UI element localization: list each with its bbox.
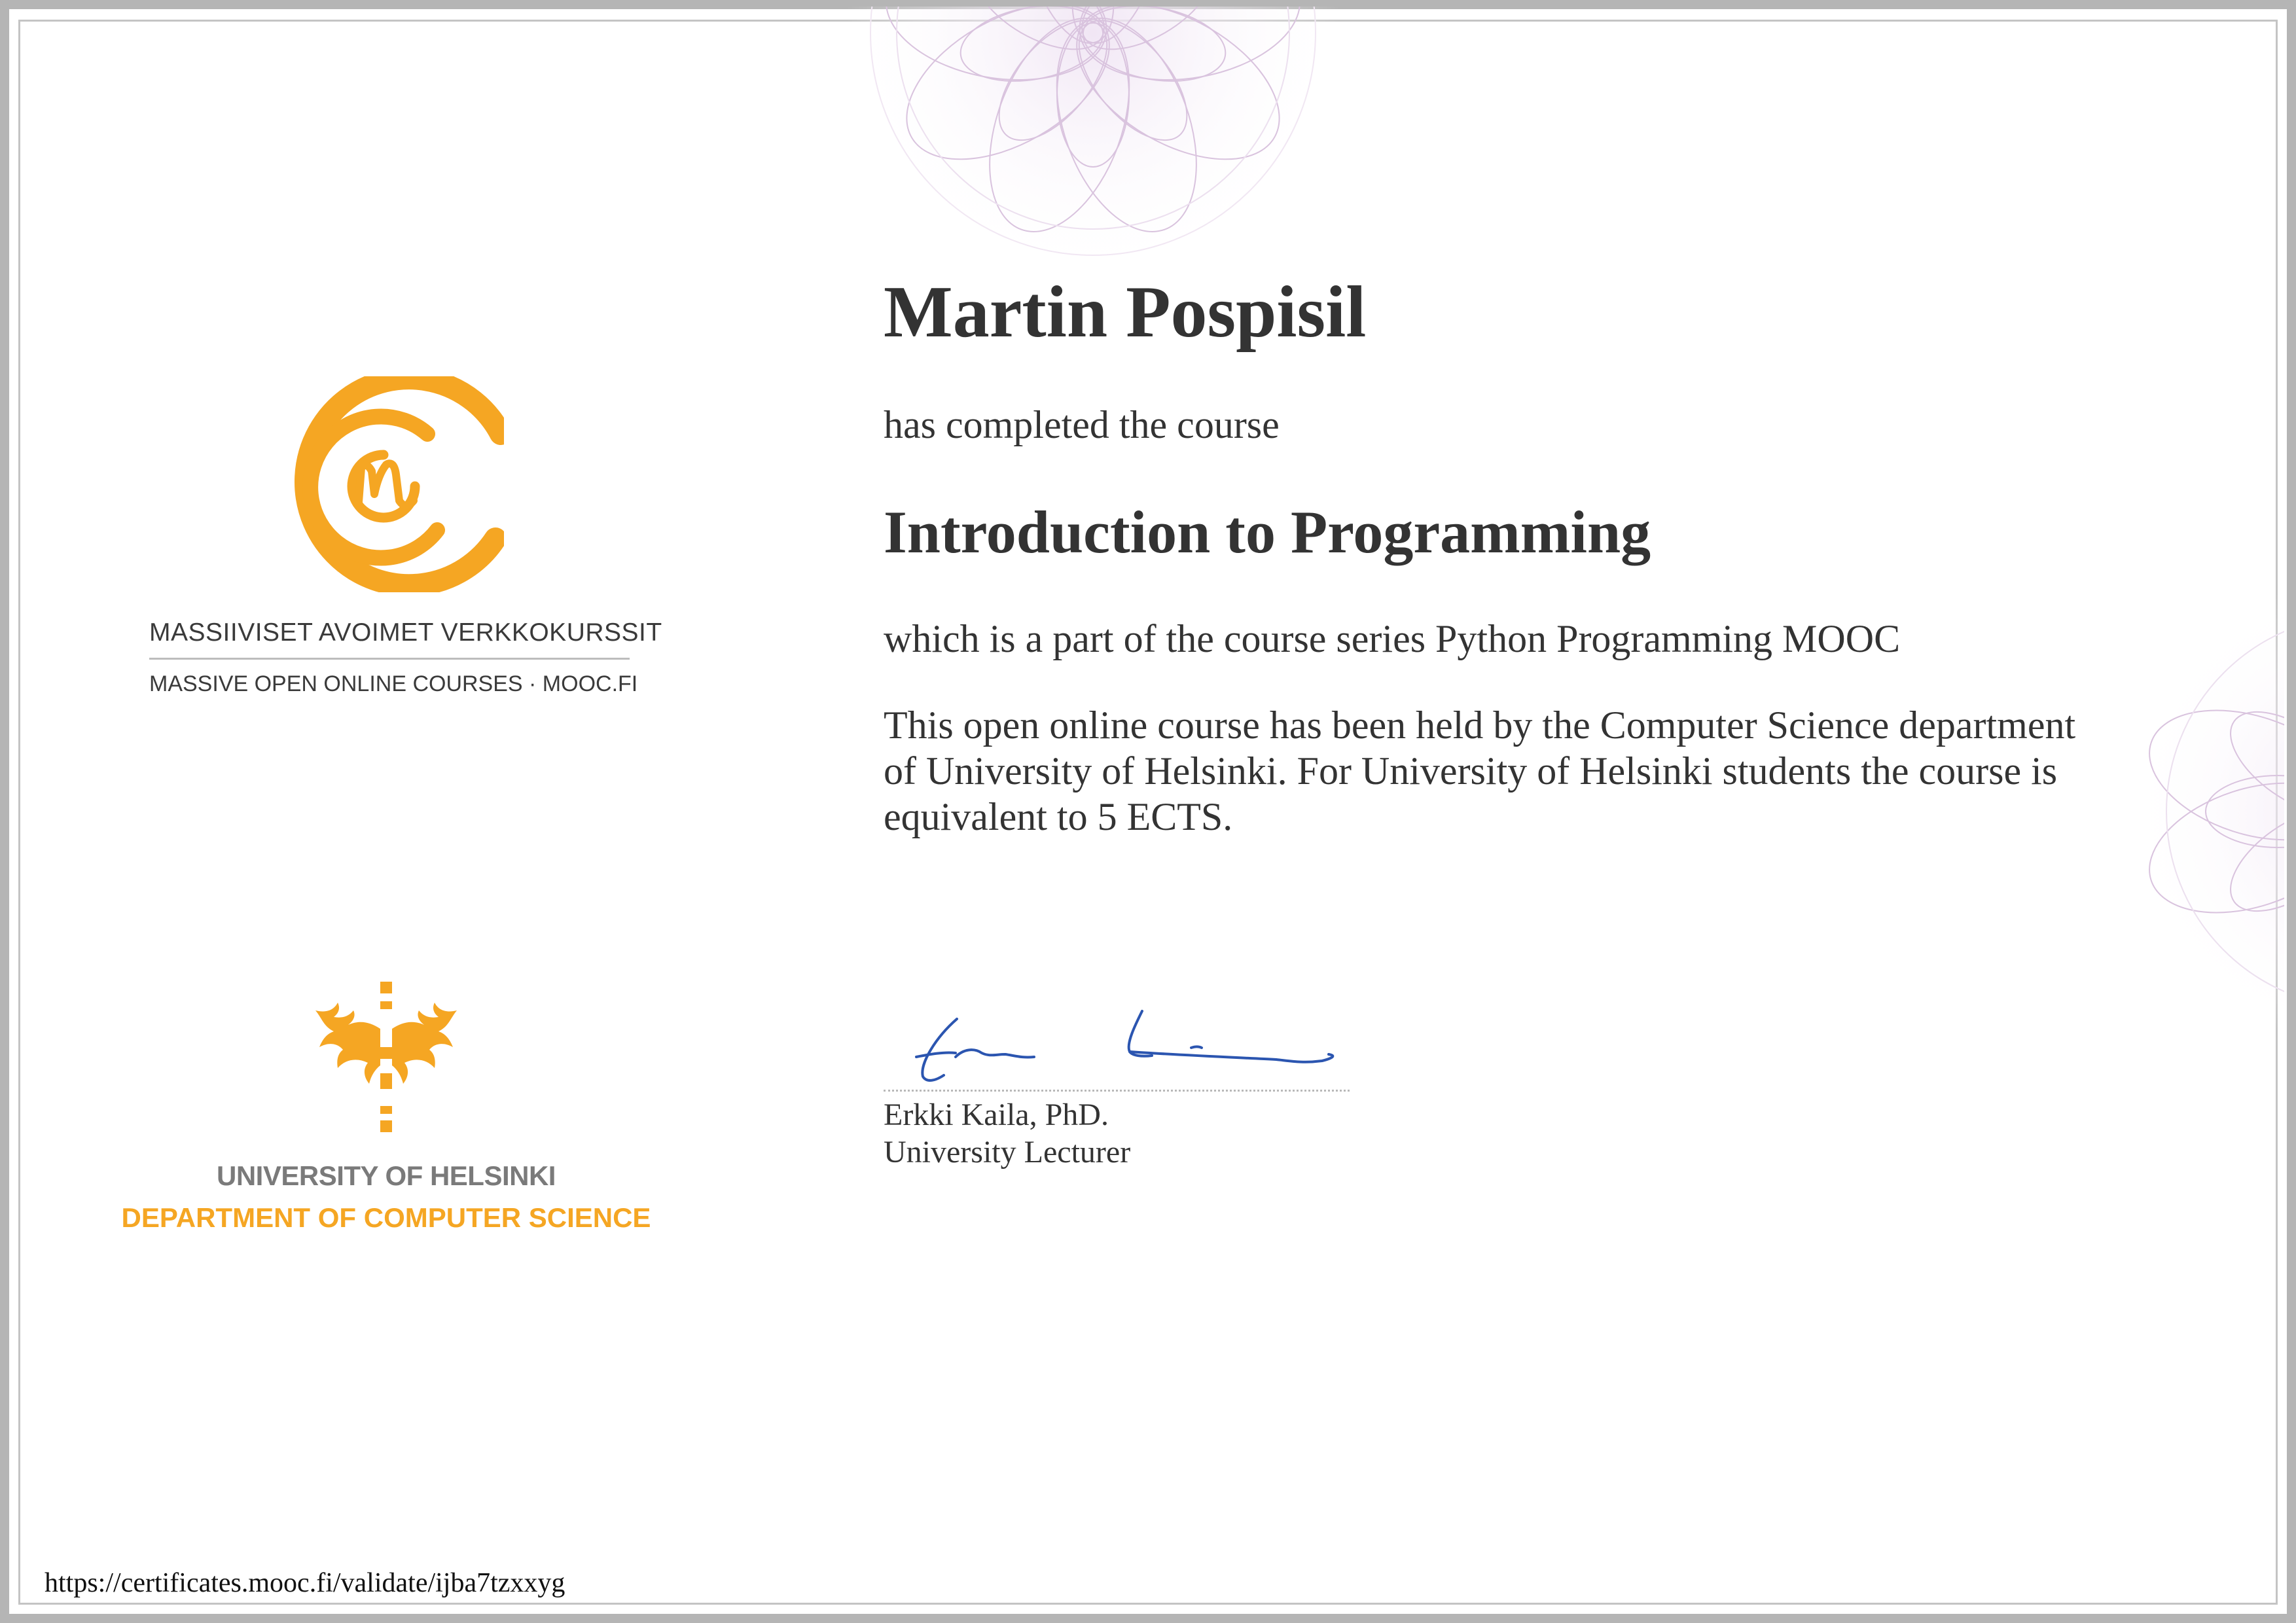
course-series-statement: which is a part of the course series Python Programming MOOC xyxy=(884,617,1901,660)
signatory-name: Erkki Kaila, PhD. xyxy=(884,1097,1109,1132)
course-description: This open online course has been held by the Computer Science department of University of Helsinki. For University of Helsinki students the course is equivalent to 5 ECTS. xyxy=(884,704,2076,838)
validation-url: https://certificates.mooc.fi/validate/ijba7tzxxyg xyxy=(45,1568,565,1598)
mooc-logo-finnish-text: MASSIIVISET AVOIMET VERKKOKURSSIT xyxy=(149,618,662,647)
university-flame-logo-icon xyxy=(308,982,465,1132)
guilloche-rosette-top xyxy=(844,7,1342,281)
university-name: UNIVERSITY OF HELSINKI xyxy=(217,1160,556,1191)
course-title: Introduction to Programming xyxy=(884,499,1651,565)
guilloche-rosette-right xyxy=(2127,576,2284,1047)
signature-line xyxy=(884,1090,1350,1092)
department-name: DEPARTMENT OF COMPUTER SCIENCE xyxy=(121,1202,651,1233)
mooc-logo-english-text: MASSIVE OPEN ONLINE COURSES · MOOC.FI xyxy=(149,671,638,696)
mooc-logo-caption xyxy=(149,618,662,697)
mooc-logo-icon xyxy=(268,376,504,592)
recipient-name: Martin Pospisil xyxy=(884,272,1367,353)
handwritten-signature xyxy=(884,991,1355,1096)
completion-statement: has completed the course xyxy=(884,403,1280,446)
signatory-title: University Lecturer xyxy=(884,1135,1131,1169)
mooc-logo-divider xyxy=(149,658,630,660)
